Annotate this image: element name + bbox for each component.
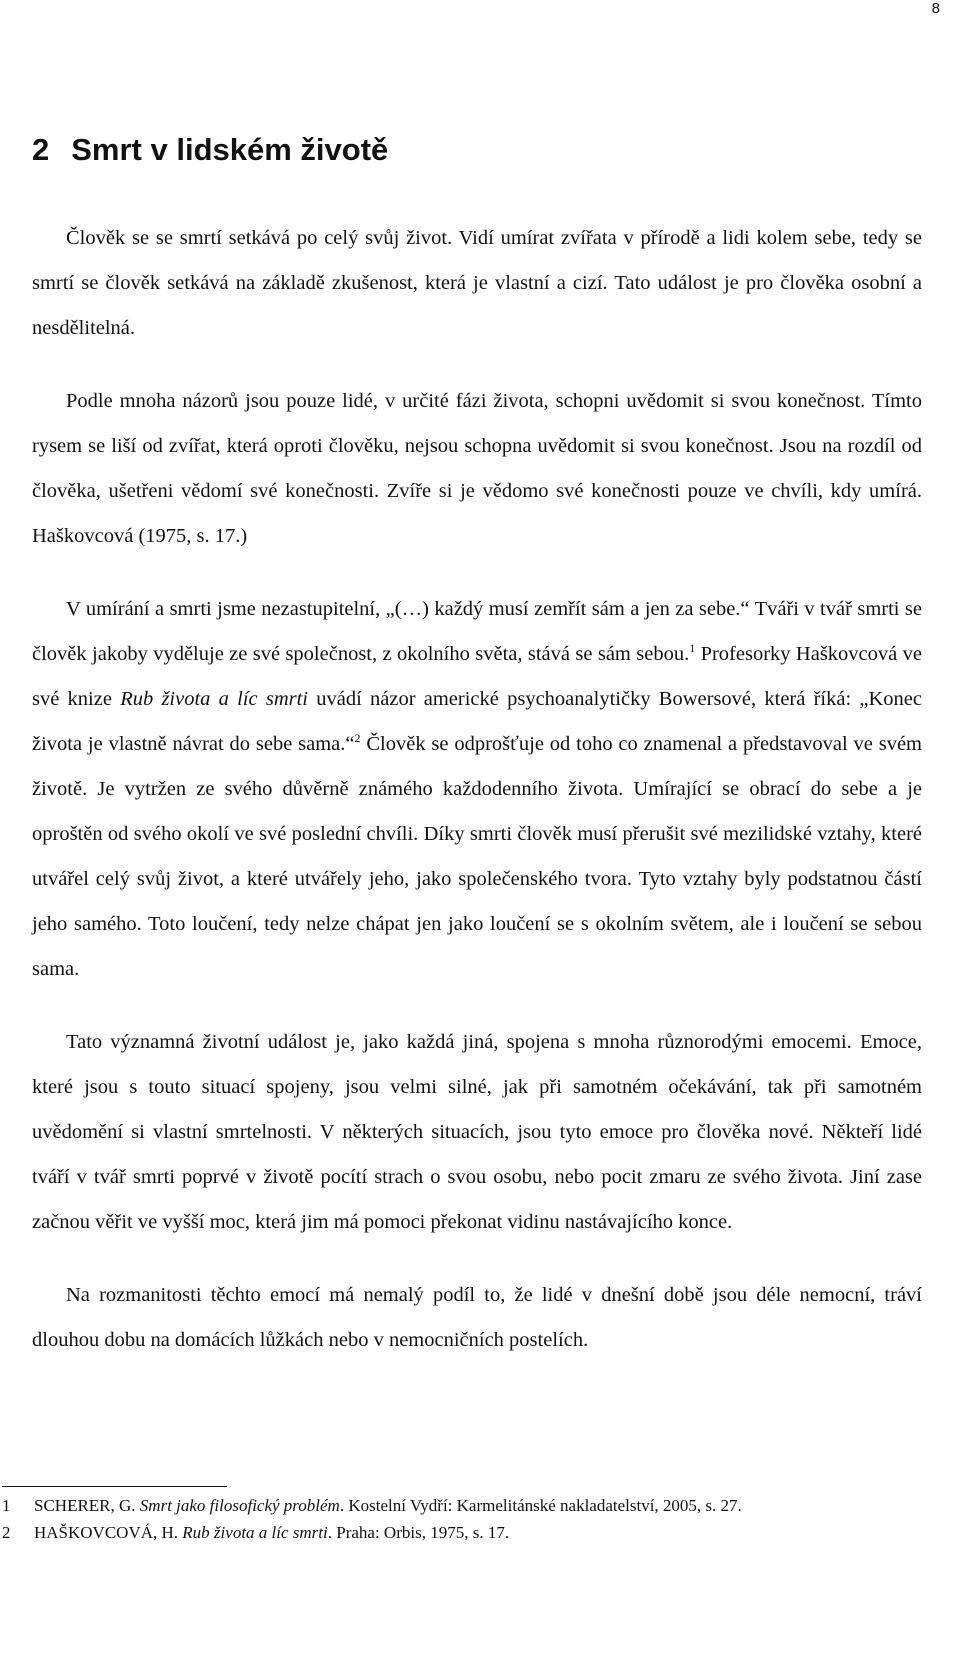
- footnote-text: [34, 1522, 884, 1544]
- chapter-title: Smrt v lidském životě: [71, 132, 389, 167]
- footnote-title: Smrt jako filosofický problém: [139, 1496, 340, 1515]
- paragraph-3-part-3: uvádí názor americké psychoanalytičky Bowersové, která říká: „Konec života je vlastně návrat do sebe sama.“: [32, 688, 922, 755]
- paragraph-2: Podle mnoha názorů jsou pouze lidé, v určité fázi života, schopni uvědomit si svou konečnost. Tímto rysem se liší od zvířat, která oproti člověku, nejsou schopna uvědomit si svou konečnost. Jsou na rozdíl od člověka, ušetřeni vědomí své konečnosti. Zvíře si je vědomo své konečnosti pouze ve chvíli, kdy umírá. Haškovcová (1975, s. 17.): [32, 390, 922, 547]
- paragraph-3-part-2: Profesorky Haškovcová ve své knize: [32, 643, 922, 710]
- paragraph-3-part-1: V umírání a smrti jsme nezastupitelní, „(…) každý musí zemřít sám a jen za sebe.“ Tváři v tvář smrti se člověk jakoby vyděluje ze své společnost, z okolního světa, stává se sám sebou.: [32, 598, 922, 665]
- page-number: 8: [931, 0, 940, 17]
- footnote-2: [0, 1522, 960, 1544]
- paragraph-5: Na rozmanitosti těchto emocí má nemalý podíl to, že lidé v dnešní době jsou déle nemocní, tráví dlouhou dobu na domácích lůžkách nebo v nemocničních postelích.: [32, 1284, 922, 1351]
- paragraph-3: [32, 587, 922, 992]
- paragraph-3-part-4: Člověk se odprošťuje od toho co znamenal a představoval ve svém životě. Je vytržen ze svého důvěrně známého každodenního života. Umírající se obrací do sebe a je oproštěn od svého okolí ve své poslední chvíli. Díky smrti člověk musí přerušit své mezilidské vztahy, které utvářel celý svůj život, a které utvářely jeho, jako společenského tvora. Tyto vztahy byly podstatnou částí jeho samého. Toto loučení, tedy nelze chápat jen jako loučení se s okolním světem, ale i loučení se sebou sama.: [32, 733, 922, 980]
- paragraph-4: Tato významná životní událost je, jako každá jiná, spojena s mnoha různorodými emocemi. Emoce, které jsou s touto situací spojeny, jsou velmi silné, jak při samotném očekávání, tak při samotném uvědomění si vlastní smrtelnosti. V některých situacích, jsou tyto emoce pro člověka nové. Někteří lidé tváří v tvář smrti poprvé v životě pocítí strach o svou osobu, nebo pocit zmaru ze svého života. Jiní zase začnou věřit ve vyšší moc, která jim má pomoci překonat vidinu nastávajícího konce.: [32, 1031, 922, 1233]
- footnote-author: SCHERER, G.: [34, 1496, 140, 1515]
- footnote-1: [0, 1495, 960, 1517]
- footnote-details: . Praha: Orbis, 1975, s. 17.: [327, 1523, 510, 1542]
- footnote-text: [34, 1495, 884, 1517]
- footnote-number: 2: [2, 1523, 11, 1542]
- footnote-title: Rub života a líc smrti: [182, 1523, 328, 1542]
- footnote-author: HAŠKOVCOVÁ, H.: [34, 1523, 183, 1542]
- footnote-reference-1: 1: [689, 641, 696, 656]
- footnote-number: 1: [2, 1496, 11, 1515]
- paragraph-1: Člověk se se smrtí setkává po celý svůj život. Vidí umírat zvířata v přírodě a lidi kolem sebe, tedy se smrtí se člověk setkává na základě zkušenost, která je vlastní a cizí. Tato událost je pro člověka osobní a nesdělitelná.: [32, 227, 922, 339]
- document-body: [32, 216, 922, 1385]
- footnote-details: . Kostelní Vydří: Karmelitánské nakladatelství, 2005, s. 27.: [339, 1496, 742, 1515]
- footnote-reference-2: 2: [354, 731, 361, 746]
- footnotes: [0, 1486, 960, 1549]
- book-title: Rub života a líc smrti: [120, 688, 308, 710]
- footnote-separator: [2, 1486, 227, 1487]
- chapter-number: 2: [32, 132, 50, 167]
- chapter-heading: [32, 132, 388, 168]
